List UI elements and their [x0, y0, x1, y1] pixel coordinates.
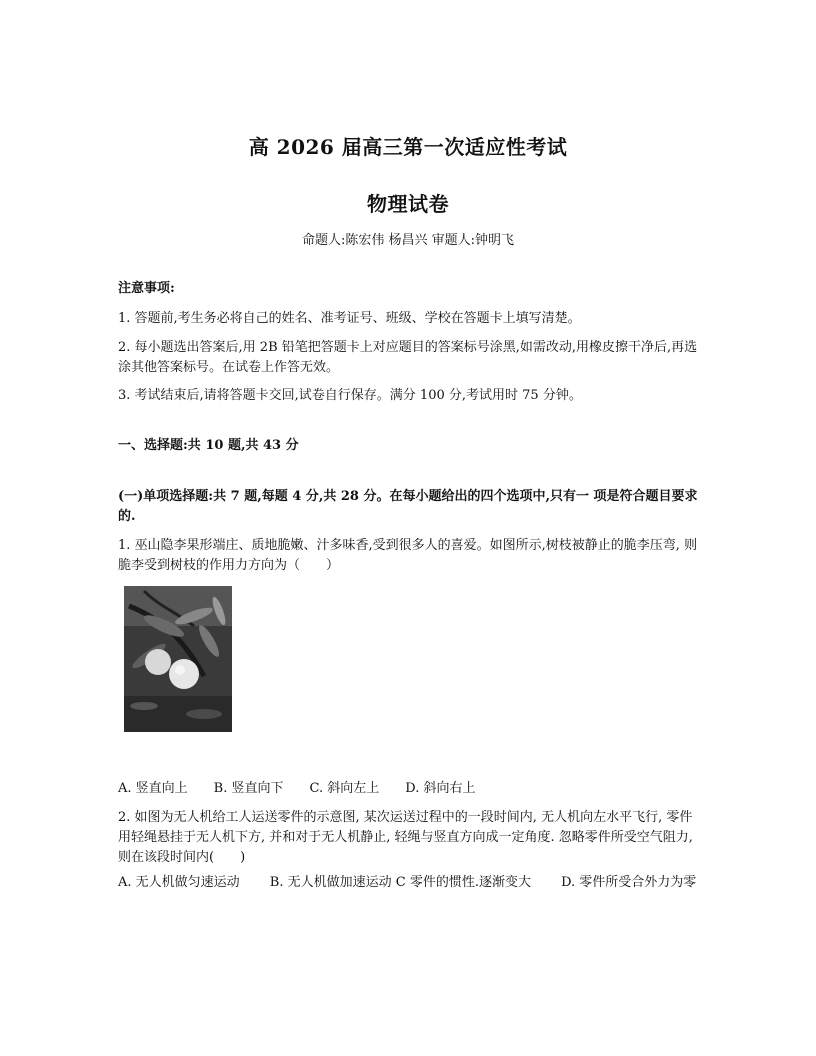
exam-title: 高 2026 届高三第一次适应性考试 — [248, 135, 568, 159]
question-1-stem: 1. 巫山隐李果形端庄、质地脆嫩、汁多味香,受到很多人的喜爱。如图所示,树枝被静止的脆李压弯, 则脆李受到树枝的作用力方向为（ ） — [118, 538, 698, 573]
question-2-stem: 2. 如图为无人机给工人运送零件的示意图, 某次运送过程中的一段时间内, 无人机向左水平飞行, 零件用轻绳悬挂于无人机下方, 并和对于无人机静止, 轻绳与竖直方向成一定角度. 忽略零件所受空气阻力,则在该段时间内( ) — [118, 810, 693, 865]
plum-branch-photo — [124, 586, 232, 732]
q1-option-a: A. 竖直向上 — [118, 781, 188, 796]
notice-item-2: 2. 每小题选出答案后,用 2B 铅笔把答题卡上对应题目的答案标号涂黑,如需改动,用橡皮擦干净后,再选涂其他答案标号。在试卷上作答无效。 — [118, 340, 698, 375]
authors-line: 命题人:陈宏伟 杨昌兴 审题人:钟明飞 — [301, 233, 515, 248]
q1-option-b: B. 竖直向下 — [213, 781, 284, 796]
question-1-options — [118, 777, 475, 796]
q1-option-d: D. 斜向右上 — [405, 781, 476, 796]
section-subheading: (一)单项选择题:共 7 题,每题 4 分,共 28 分。在每小题给出的四个选项中,只有一 项是符合题目要求的. — [118, 489, 698, 524]
plum-branch-illustration — [124, 586, 232, 732]
subject-title: 物理试卷 — [367, 192, 449, 216]
section-heading: 一、选择题:共 10 题,共 43 分 — [118, 438, 299, 453]
notice-item-3: 3. 考试结束后,请将答题卡交回,试卷自行保存。满分 100 分,考试用时 75 分钟。 — [118, 388, 582, 403]
notice-heading: 注意事项: — [118, 281, 175, 296]
notice-item-1: 1. 答题前,考生务必将自己的姓名、准考证号、班级、学校在答题卡上填写清楚。 — [118, 311, 581, 326]
question-2-options: A. 无人机做匀速运动 B. 无人机做加速运动 C 零件的惯性.逐渐变大 D. 零件所受合外力为零 — [118, 875, 697, 890]
q1-option-c: C. 斜向左上 — [309, 781, 380, 796]
